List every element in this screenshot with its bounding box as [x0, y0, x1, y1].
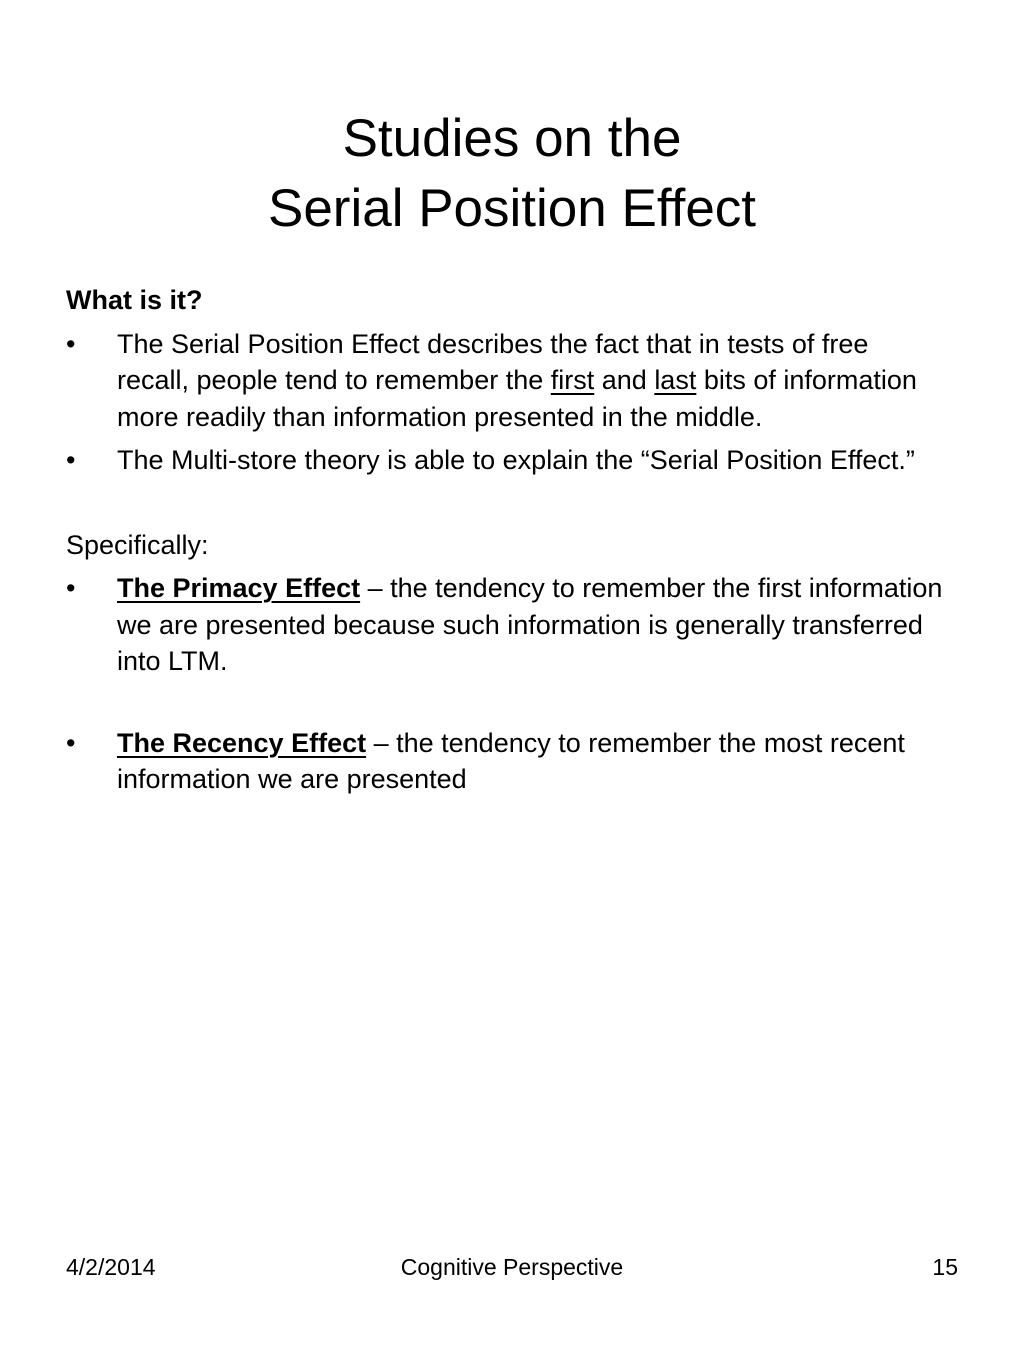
bullet-definition [66, 326, 946, 436]
bullet-marker: • [66, 445, 76, 475]
bullet-multi-store [66, 442, 946, 479]
underlined-last: last [654, 365, 697, 395]
primacy-effect-term: The Primacy Effect [117, 573, 361, 603]
footer-page-number: 15 [932, 1254, 958, 1280]
recency-effect-text: – the tendency to remember the most recent information we are presented [117, 727, 905, 794]
slide-title [0, 104, 1024, 244]
slide-title-line-1: Studies on the [342, 109, 682, 168]
slide-title-line-2: Serial Position Effect [267, 179, 757, 238]
bullet-definition-text-1: The Serial Position Effect describes the fact that in tests of free recall, people tend to remember the [117, 328, 869, 395]
slide-body [66, 282, 946, 805]
bullet-definition-text-2: and [594, 365, 655, 395]
bullet-marker: • [66, 328, 76, 359]
bullet-definition-text-3: bits of information more readily than information presented in the middle. [117, 365, 917, 432]
spacer [66, 486, 946, 527]
definition-bullet-list [66, 326, 946, 479]
slide-footer [0, 1252, 1024, 1282]
effects-bullet-list-2 [66, 725, 946, 798]
footer-date: 4/2/2014 [66, 1254, 156, 1280]
bullet-primacy-effect [66, 570, 946, 680]
section-heading-what-is-it: What is it? [66, 285, 203, 315]
footer-title: Cognitive Perspective [400, 1254, 624, 1280]
bullet-recency-effect [66, 725, 946, 798]
underlined-first: first [550, 365, 595, 395]
bullet-marker: • [66, 573, 76, 603]
recency-effect-term: The Recency Effect [117, 727, 367, 758]
section-heading-specifically: Specifically: [66, 529, 209, 560]
bullet-marker: • [66, 727, 76, 758]
effects-bullet-list [66, 570, 946, 680]
bullet-multi-store-text: The Multi-store theory is able to explain the “Serial Position Effect.” [117, 445, 915, 475]
primacy-effect-text: – the tendency to remember the first information we are presented because such information is generally transferred into LTM. [117, 573, 943, 676]
spacer [66, 687, 946, 725]
